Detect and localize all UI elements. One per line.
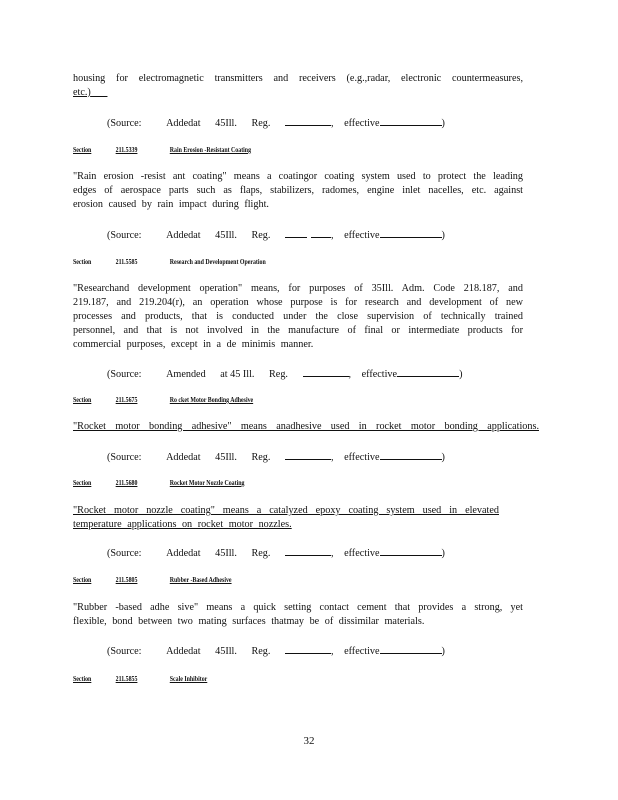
section-heading bbox=[73, 146, 399, 155]
section-heading bbox=[73, 396, 399, 405]
section-number: 211.5805 bbox=[115, 576, 138, 584]
section-heading bbox=[73, 675, 268, 684]
source-note: (Source: Addedat 45Ill. Reg. , effective ) bbox=[107, 227, 457, 243]
definition-line: flexible, bond between two mating surfaces thatmay be of dissimilar materials. bbox=[73, 616, 425, 627]
section-word: Section bbox=[73, 479, 92, 487]
continued-text-line-1: housing for electromagnetic transmitters and receivers (e.g.,radar, electronic countermeasures, bbox=[73, 73, 523, 84]
section-word: Section bbox=[73, 576, 92, 584]
section-word: Section bbox=[73, 396, 92, 404]
definition-line: "Rain erosion -resist ant coating" means a coatingor coating system used to protect the leading bbox=[73, 171, 523, 182]
source-close: ) bbox=[441, 230, 445, 241]
source-label: (Source: bbox=[107, 548, 142, 559]
source-blank-reg bbox=[285, 227, 307, 238]
source-action: Amended bbox=[166, 369, 206, 380]
source-reg: Reg. bbox=[269, 369, 288, 380]
source-action: Addedat bbox=[166, 548, 201, 559]
source-reg: Reg. bbox=[251, 230, 271, 241]
section-number: 211.5585 bbox=[115, 258, 138, 266]
source-effective: effective bbox=[344, 646, 380, 657]
definition-line: personnel, and that is not involved in the manufacture of final or intermediate products for bbox=[73, 325, 523, 336]
section-title: Rain Erosion -Resistant Coating bbox=[169, 146, 252, 154]
definition-line: "Rubber -based adhe sive" means a quick setting contact cement that provides a strong, yet bbox=[73, 602, 523, 613]
section-word: Section bbox=[73, 258, 92, 266]
section-title: Scale Inhibitor bbox=[169, 675, 208, 683]
source-reg: Reg. bbox=[251, 118, 271, 129]
section-heading bbox=[73, 576, 301, 585]
source-effective: effective bbox=[344, 548, 380, 559]
source-action: Addedat bbox=[166, 452, 201, 463]
source-ref: 45Ill. bbox=[215, 230, 237, 241]
source-blank-date bbox=[380, 115, 442, 126]
source-effective: effective bbox=[344, 452, 380, 463]
section-word: Section bbox=[73, 146, 92, 154]
source-note: (Source: Addedat 45Ill. Reg. , effective ) bbox=[107, 643, 457, 659]
source-action: Addedat bbox=[166, 646, 201, 657]
source-effective: effective bbox=[344, 118, 380, 129]
source-close: ) bbox=[459, 369, 463, 380]
source-label: (Source: bbox=[107, 230, 142, 241]
source-label: (Source: bbox=[107, 369, 142, 380]
source-blank-date bbox=[380, 449, 442, 460]
source-ref: at 45 Ill. bbox=[220, 369, 255, 380]
source-label: (Source: bbox=[107, 118, 142, 129]
source-close: ) bbox=[441, 118, 445, 129]
source-reg: Reg. bbox=[251, 548, 271, 559]
section-number: 211.5855 bbox=[115, 675, 138, 683]
source-close: ) bbox=[441, 646, 445, 657]
source-note: (Source: Addedat 45Ill. Reg. , effective ) bbox=[107, 545, 457, 561]
source-blank-reg bbox=[285, 545, 331, 556]
source-ref: 45Ill. bbox=[215, 452, 237, 463]
page-number: 32 bbox=[303, 735, 315, 747]
source-blank-reg bbox=[285, 643, 331, 654]
source-blank-reg bbox=[311, 227, 331, 238]
section-title: Rubber -Based Adhesive bbox=[169, 576, 232, 584]
source-blank-date bbox=[380, 643, 442, 654]
source-close: ) bbox=[441, 452, 445, 463]
definition-line: 219.187, and 219.204(r), an operation whose purpose is for research and development of new bbox=[73, 297, 523, 308]
source-blank-reg bbox=[285, 115, 331, 126]
source-close: ) bbox=[441, 548, 445, 559]
source-blank-date bbox=[380, 545, 442, 556]
section-heading bbox=[73, 258, 399, 267]
definition-line: "Rocket motor nozzle coating" means a catalyzed epoxy coating system used in elevated bbox=[73, 505, 499, 516]
source-reg: Reg. bbox=[251, 646, 271, 657]
source-ref: 45Ill. bbox=[215, 548, 237, 559]
source-ref: 45Ill. bbox=[215, 118, 237, 129]
section-title: Research and Development Operation bbox=[169, 258, 266, 266]
definition-line: erosion caused by rain impact during flight. bbox=[73, 199, 269, 210]
section-number: 211.5680 bbox=[115, 479, 138, 487]
definition-line: "Rocket motor bonding adhesive" means anadhesive used in rocket motor bonding applications. bbox=[73, 421, 539, 432]
continued-paragraph-line-1 bbox=[73, 72, 523, 86]
source-reg: Reg. bbox=[251, 452, 271, 463]
source-blank-reg bbox=[285, 449, 331, 460]
source-blank-date bbox=[397, 366, 459, 377]
source-action: Addedat bbox=[166, 118, 201, 129]
source-effective: effective bbox=[361, 369, 398, 380]
section-title: Rocket Motor Nozzle Coating bbox=[169, 479, 245, 487]
source-ref: 45Ill. bbox=[215, 646, 237, 657]
continued-paragraph-line-2 bbox=[73, 86, 523, 100]
section-number: 211.5339 bbox=[115, 146, 138, 154]
source-action: Addedat bbox=[166, 230, 201, 241]
source-note: (Source: Addedat 45Ill. Reg. , effective ) bbox=[107, 115, 457, 131]
source-blank-reg bbox=[303, 366, 349, 377]
definition-line: temperature applications on rocket motor nozzles. bbox=[73, 519, 292, 530]
definition-line: processes and products, that is conducted under the close supervision of technically trained bbox=[73, 311, 523, 322]
section-title: Ro cket Motor Bonding Adhesive bbox=[169, 396, 254, 404]
source-effective: effective bbox=[344, 230, 380, 241]
source-note: (Source: Amended at 45 Ill. Reg. , effective ) bbox=[107, 366, 474, 382]
section-word: Section bbox=[73, 675, 92, 683]
source-blank-date bbox=[380, 227, 442, 238]
section-heading bbox=[73, 479, 334, 488]
definition-line: edges of aerospace parts such as flaps, stabilizers, radomes, engine inlet nacelles, etc. against bbox=[73, 185, 523, 196]
continued-text-line-2: etc.) bbox=[73, 87, 91, 98]
source-label: (Source: bbox=[107, 646, 142, 657]
section-number: 211.5675 bbox=[115, 396, 138, 404]
source-note: (Source: Addedat 45Ill. Reg. , effective ) bbox=[107, 449, 457, 465]
definition-line: commercial purposes, except in a de minimis manner. bbox=[73, 339, 314, 350]
source-label: (Source: bbox=[107, 452, 142, 463]
definition-line: "Researchand development operation" means, for purposes of 35Ill. Adm. Code 218.187, and bbox=[73, 283, 523, 294]
